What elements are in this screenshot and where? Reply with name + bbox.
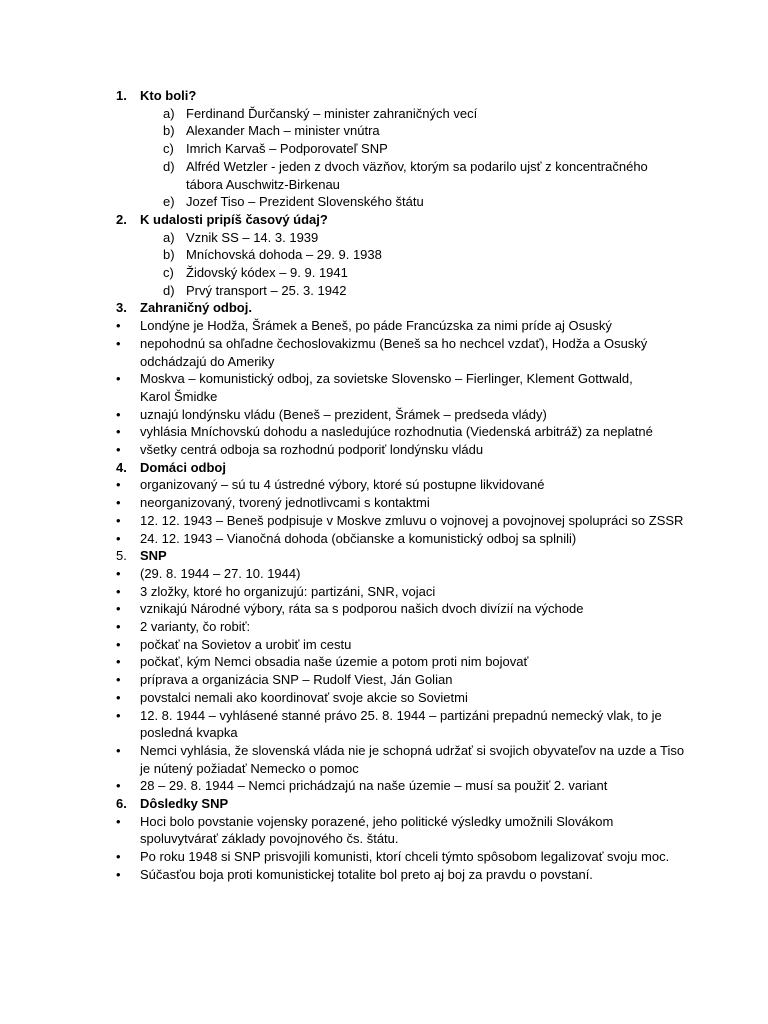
item-text: Alexander Mach – minister vnútra [186,123,380,139]
list-item [0,140,768,158]
bullet-item [0,353,768,371]
item-text: Moskva – komunistický odboj, za sovietske Slovensko – Fierlinger, Klement Gottwald, [140,371,633,387]
section-title: K udalosti pripíš časový údaj? [140,211,328,227]
section-heading [0,795,768,813]
bullet-item [0,866,768,884]
bullet-item [0,618,768,636]
item-text: Hoci bolo povstanie vojensky porazené, jeho politické výsledky umožnili Slovákom [140,813,614,829]
section-heading [0,547,768,565]
item-marker: b) [163,123,175,139]
bullet-marker: • [116,813,121,829]
list-item [0,158,768,176]
section-title: Dôsledky SNP [140,796,229,811]
bullet-marker: • [116,707,121,723]
bullet-item [0,689,768,707]
bullet-marker: • [116,654,121,670]
item-text: neorganizovaný, tvorený jednotlivcami s kontaktmi [140,495,430,511]
bullet-item [0,830,768,848]
bullet-item [0,600,768,618]
item-text: Mníchovská dohoda – 29. 9. 1938 [186,247,382,263]
bullet-marker: • [116,672,121,688]
section-heading [0,459,768,477]
list-item [0,105,768,123]
item-text: Jozef Tiso – Prezident Slovenského štátu [186,194,424,210]
item-text: odchádzajú do Ameriky [140,353,275,369]
bullet-item [0,530,768,548]
bullet-marker: • [116,424,121,440]
item-text: Karol Šmidke [140,388,218,404]
section-heading [0,299,768,317]
bullet-marker: • [116,636,121,652]
item-marker: a) [163,105,175,121]
bullet-marker: • [116,849,121,865]
bullet-marker: • [116,335,121,351]
bullet-marker: • [116,742,121,758]
bullet-item [0,512,768,530]
bullet-item [0,441,768,459]
item-marker: c) [163,265,174,280]
item-text: Vznik SS – 14. 3. 1939 [186,229,319,245]
item-text: Nemci vyhlásia, že slovenská vláda nie je schopná udržať si svojich obyvateľov na uzde a Tiso [140,742,685,758]
bullet-item [0,742,768,760]
item-marker: d) [163,282,175,298]
bullet-marker: • [116,371,121,387]
item-text: Po roku 1948 si SNP prisvojili komunisti, ktorí chceli týmto spôsobom legalizovať svoju moc. [140,849,670,865]
section-title: Domáci odboj [140,459,226,475]
section-number: 6. [116,796,127,811]
bullet-marker: • [116,495,121,511]
bullet-marker: • [116,689,121,705]
item-text: všetky centrá odboja sa rozhodnú podporiť londýnsku vládu [140,442,484,457]
item-text: (29. 8. 1944 – 27. 10. 1944) [140,565,301,581]
item-text: povstalci nemali ako koordinovať svoje akcie so Sovietmi [140,689,468,705]
list-item [0,246,768,264]
bullet-marker: • [116,565,121,581]
bullet-item [0,335,768,353]
item-text: Londýne je Hodža, Šrámek a Beneš, po páde Francúzska za nimi príde aj Osuský [140,318,612,334]
item-text: nepohodnú sa ohľadne čechoslovakizmu (Beneš sa ho nechcel vzdať), Hodža a Osuský [140,335,648,351]
bullet-item [0,583,768,601]
item-text: vyhlásia Mníchovskú dohodu a nasledujúce rozhodnutia (Viedenská arbitráž) za neplatné [140,424,653,440]
item-text: organizovaný – sú tu 4 ústredné výbory, ktoré sú postupne likvidované [140,477,545,493]
bullet-item [0,494,768,512]
bullet-marker: • [116,530,121,546]
bullet-item [0,760,768,778]
item-marker: e) [163,194,175,210]
item-text: 24. 12. 1943 – Vianočná dohoda (občianske a komunistický odboj sa splnili) [140,530,577,546]
item-text: počkať, kým Nemci obsadia naše územie a potom proti nim bojovať [140,654,529,670]
bullet-item [0,406,768,424]
list-item [0,122,768,140]
bullet-item [0,848,768,866]
section-number: 3. [116,300,127,316]
item-text: počkať na Sovietov a urobiť im cestu [140,636,352,652]
bullet-item [0,317,768,335]
section-title: SNP [140,548,167,564]
bullet-marker: • [116,318,121,334]
list-item [0,264,768,282]
section-number: 4. [116,459,127,475]
section-number: 2. [116,211,127,227]
item-text: Súčasťou boja proti komunistickej totalite bol preto aj boj za pravdu o povstaní. [140,866,593,882]
section-title: Kto boli? [140,88,197,103]
item-text: Imrich Karvaš – Podporovateľ SNP [186,141,388,157]
item-text: 3 zložky, ktoré ho organizujú: partizáni, SNR, vojaci [140,583,436,599]
list-item [0,193,768,211]
item-text: Alfréd Wetzler - jeden z dvoch väzňov, ktorým sa podarilo ujsť z koncentračného [186,158,648,174]
list-item [0,176,768,194]
item-text: tábora Auschwitz-Birkenau [186,176,340,192]
bullet-item [0,388,768,406]
item-text: Ferdinand Ďurčanský – minister zahraničných vecí [186,105,478,121]
bullet-marker: • [116,477,121,493]
item-marker: a) [163,229,175,245]
bullet-item [0,370,768,388]
section-heading [0,87,768,105]
item-text: posledná kvapka [140,725,238,741]
bullet-marker: • [116,619,121,634]
bullet-marker: • [116,601,121,617]
list-item [0,282,768,300]
section-number: 5. [116,548,127,564]
item-text: uznajú londýnsku vládu (Beneš – prezident, Šrámek – predseda vlády) [140,406,547,422]
item-marker: d) [163,158,175,174]
bullet-item [0,671,768,689]
bullet-marker: • [116,866,121,882]
bullet-marker: • [116,406,121,422]
section-number: 1. [116,88,127,103]
bullet-item [0,724,768,742]
bullet-marker: • [116,778,121,794]
bullet-item [0,565,768,583]
item-text: spoluvytvárať základy povojnového čs. štátu. [140,831,399,847]
bullet-item [0,636,768,654]
item-marker: c) [163,141,174,157]
item-text: 12. 8. 1944 – vyhlásené stanné právo 25. 8. 1944 – partizáni prepadnú nemecký vlak, to je [140,707,662,723]
list-item [0,229,768,247]
bullet-item [0,707,768,725]
bullet-item [0,476,768,494]
bullet-item [0,423,768,441]
item-text: Prvý transport – 25. 3. 1942 [186,282,347,298]
bullet-item [0,813,768,831]
bullet-item [0,653,768,671]
item-text: je nútený požiadať Nemecko o pomoc [140,760,359,776]
bullet-marker: • [116,583,121,599]
item-text: 12. 12. 1943 – Beneš podpisuje v Moskve zmluvu o vojnovej a povojnovej spolupráci so ZSSR [140,512,684,528]
section-title: Zahraničný odboj. [140,300,252,316]
bullet-item [0,777,768,795]
item-text: vznikajú Národné výbory, ráta sa s podporou našich dvoch divízií na východe [140,601,584,617]
item-text: Židovský kódex – 9. 9. 1941 [186,265,348,280]
section-heading [0,211,768,229]
item-text: príprava a organizácia SNP – Rudolf Viest, Ján Golian [140,672,453,688]
item-marker: b) [163,247,175,263]
bullet-marker: • [116,442,121,457]
item-text: 2 varianty, čo robiť: [140,619,251,634]
bullet-marker: • [116,512,121,528]
item-text: 28 – 29. 8. 1944 – Nemci prichádzajú na naše územie – musí sa použiť 2. variant [140,778,608,794]
